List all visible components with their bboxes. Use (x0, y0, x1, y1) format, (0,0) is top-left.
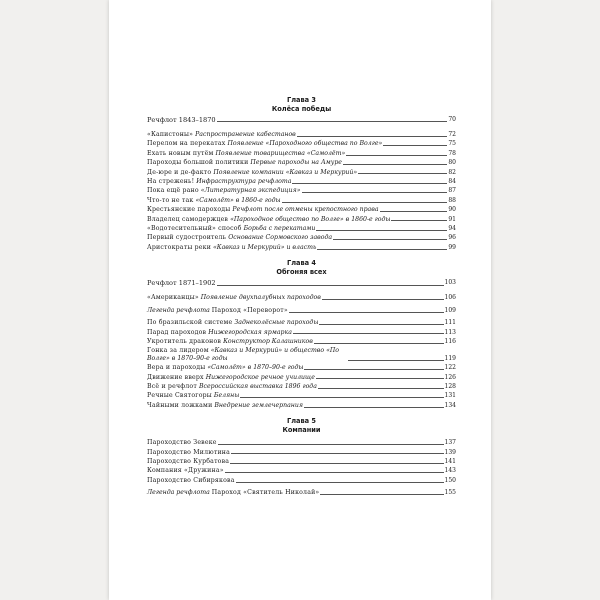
entry-subtitle: Основание Сормовского завода (228, 234, 333, 242)
toc-entry[interactable] (147, 347, 456, 362)
dot-leader (218, 444, 444, 445)
entry-subtitle: Появление «Пароходного общества по Волге» (227, 140, 383, 148)
toc-entry[interactable] (147, 449, 456, 456)
page-number: 103 (444, 279, 456, 287)
section-title: Речфлот 1843–1870 (147, 116, 216, 124)
toc-entry[interactable] (147, 374, 456, 381)
page-number: 113 (444, 328, 456, 336)
dot-leader (320, 494, 443, 495)
entry-title: Компания «Дружина» (147, 467, 224, 475)
page-number: 70 (448, 116, 456, 123)
toc-entry[interactable] (147, 206, 456, 213)
entry-subtitle: Нижегородская ярмарка (208, 328, 292, 336)
toc-entry[interactable] (147, 319, 456, 326)
page-number: 78 (448, 149, 456, 157)
entry-title: Аристократы реки (147, 243, 212, 251)
entry-title: Крестьянские пароходы (147, 206, 231, 214)
entry-title: Ехать новым путём (147, 149, 214, 157)
dot-leader (302, 192, 448, 193)
entry-title: Де-юре и де-факто (147, 168, 212, 176)
page-number: 126 (444, 373, 456, 381)
dot-leader (316, 378, 444, 379)
dot-leader (383, 145, 447, 146)
toc-entry[interactable] (147, 234, 456, 241)
entry-title: Владелец самодержцев (147, 215, 229, 223)
dot-leader (297, 136, 448, 137)
entry-subtitle: Инфраструктура речфлота (196, 178, 292, 186)
page-number: 119 (444, 354, 456, 362)
toc-entry[interactable] (147, 187, 456, 194)
entry-title: Речные Святогоры (147, 392, 212, 400)
toc-entry[interactable] (147, 329, 456, 336)
dot-leader (231, 453, 444, 454)
entry-subtitle: Внедрение землечерпания (214, 401, 303, 409)
toc-entry[interactable] (147, 307, 456, 314)
dot-leader (289, 312, 444, 313)
entry-title: Пароходство Сибирякова (147, 476, 235, 484)
dot-leader (319, 324, 443, 325)
entry-subtitle: Борьба с перекатами (243, 225, 316, 233)
entry-subtitle: Беляны (213, 392, 240, 400)
toc-entry[interactable] (147, 477, 456, 484)
entry-subtitle: Всероссийская выставка 1896 года (198, 382, 317, 390)
page-number: 155 (444, 489, 456, 497)
page-number: 139 (444, 448, 456, 456)
dot-leader (282, 202, 448, 203)
dot-leader (318, 388, 444, 389)
page-number: 106 (444, 294, 456, 302)
toc-entry[interactable] (147, 244, 456, 251)
dot-leader (346, 155, 447, 156)
dot-leader (304, 369, 443, 370)
entry-title: Пока ещё рано (147, 187, 199, 195)
page-number: 75 (448, 140, 456, 148)
toc-entry[interactable] (147, 458, 456, 465)
entry-title: Гонка за лидером (147, 347, 209, 355)
entry-title: Первый судостроитель (147, 234, 227, 242)
page-number: 134 (444, 401, 456, 409)
page-number: 111 (444, 319, 456, 327)
page-number: 109 (444, 306, 456, 314)
toc-entry[interactable] (147, 383, 456, 390)
page-number: 84 (448, 178, 456, 186)
entry-subtitle: Заднеколёсные пароходы (234, 319, 319, 327)
entry-subtitle: «Литературная экспедиция» (200, 187, 301, 195)
page-number: 137 (444, 439, 456, 447)
entry-title: Пароход «Святитель Николай» (211, 489, 320, 497)
entry-subtitle: «Самолёт» в 1860-е годы (195, 196, 281, 204)
chapter-3 (147, 96, 456, 251)
entry-subtitle: Конструктор Калашников (223, 337, 313, 345)
entry-title: Пароходство Курбатова (147, 457, 230, 465)
entry-title: Пароход «Переворот» (211, 306, 288, 314)
dot-leader (322, 299, 444, 300)
entry-subtitle: Распространение кабестанов (195, 131, 296, 138)
dot-leader (304, 407, 444, 408)
entry-subtitle: Легенда речфлота (147, 489, 210, 497)
dot-leader (380, 211, 448, 212)
entry-title: Чайными ложками (147, 401, 213, 409)
entry-title: «Американцы» (147, 294, 199, 302)
toc-entry[interactable] (147, 225, 456, 232)
dot-leader (292, 183, 447, 184)
entry-title: Что-то не так (147, 196, 194, 204)
page-number: 88 (448, 196, 456, 204)
page-number: 91 (448, 215, 456, 223)
page-number: 94 (448, 225, 456, 233)
entry-subtitle: Первые пароходы на Амуре (250, 159, 342, 167)
entry-subtitle: Появление компании «Кавказ и Меркурий» (213, 168, 358, 176)
page-number: 141 (444, 457, 456, 465)
section-title: Речфлот 1871–1902 (147, 279, 216, 288)
entry-title: Пароходство Зевеке (147, 439, 217, 447)
dot-leader (348, 360, 444, 361)
toc-entry[interactable] (147, 140, 456, 147)
dot-leader (240, 397, 443, 398)
entry-subtitle: Появление товарищества «Самолёт» (215, 149, 346, 157)
chapter-label: Глава 4 (287, 259, 316, 268)
page-number: 80 (448, 159, 456, 167)
toc (147, 96, 456, 505)
entry-title: Перелом на перекатах (147, 140, 226, 148)
toc-section[interactable] (147, 279, 456, 287)
entry-subtitle: «Кавказ и Меркурий» и общество «По Волге» в 1870–90-е годы (147, 347, 340, 362)
toc-entry[interactable] (147, 467, 456, 474)
page-number: 143 (444, 467, 456, 475)
entry-title: Пароходы большой политики (147, 159, 249, 167)
dot-leader (316, 230, 447, 231)
toc-entry[interactable] (147, 364, 456, 371)
entry-title: Укротитель драконов (147, 337, 222, 345)
entry-subtitle: «Пароходное общество по Волге» в 1860-е годы (230, 215, 391, 223)
entry-subtitle: Легенда речфлота (147, 306, 210, 314)
chapter-title: Колёса победы (271, 104, 332, 113)
chapter-title: Обгоняя всех (276, 267, 327, 276)
dot-leader (217, 285, 444, 286)
toc-entry[interactable] (147, 131, 456, 138)
toc-entry[interactable] (147, 197, 456, 204)
dot-leader (317, 249, 447, 250)
page-number: 122 (444, 364, 456, 372)
chapter-label: Глава 5 (287, 417, 316, 426)
chapter-label: Глава 3 (287, 96, 316, 104)
toc-entry[interactable] (147, 439, 456, 446)
dot-leader (391, 220, 447, 221)
toc-entry[interactable] (147, 392, 456, 399)
dot-leader (217, 121, 448, 122)
entry-title: Парад пароходов (147, 328, 207, 336)
toc-section[interactable] (147, 116, 456, 124)
chapter-title: Компании (282, 425, 321, 434)
chapter-4 (147, 259, 456, 409)
entry-subtitle: «Кавказ и Меркурий» и власть (213, 243, 317, 251)
toc-entry[interactable] (147, 159, 456, 166)
toc-entry[interactable] (147, 338, 456, 345)
page-number: 87 (448, 187, 456, 195)
toc-entry[interactable] (147, 150, 456, 157)
entry-subtitle: Нижегородское речное училище (205, 373, 315, 381)
page-number: 131 (444, 392, 456, 400)
dot-leader (236, 482, 444, 483)
toc-entry[interactable] (147, 489, 456, 496)
page-number: 82 (448, 168, 456, 176)
dot-leader (230, 463, 443, 464)
toc-entry[interactable] (147, 294, 456, 301)
entry-title: Движение вверх (147, 373, 204, 381)
entry-subtitle: Речфлот после отмены крепостного права (232, 206, 379, 214)
page-number: 150 (444, 476, 456, 484)
toc-entry[interactable] (147, 178, 456, 185)
dot-leader (225, 472, 444, 473)
book-page (109, 0, 491, 600)
chapter-5 (147, 417, 456, 496)
page-number: 72 (448, 131, 456, 138)
page-number: 90 (448, 206, 456, 214)
dot-leader (333, 239, 447, 240)
toc-entry[interactable] (147, 402, 456, 409)
entry-title: «Капистоны» (147, 131, 194, 138)
entry-title: Пароходство Милютина (147, 448, 230, 456)
toc-entry[interactable] (147, 216, 456, 223)
entry-title: На стрежень! (147, 178, 195, 186)
page-number: 96 (448, 234, 456, 242)
dot-leader (314, 343, 444, 344)
entry-title: Всё и речфлот (147, 382, 197, 390)
entry-title: Вера и пароходы (147, 364, 206, 372)
dot-leader (293, 333, 444, 334)
entry-title: По бразильской системе (147, 319, 233, 327)
page-number: 116 (444, 337, 456, 345)
dot-leader (358, 173, 447, 174)
toc-entry[interactable] (147, 169, 456, 176)
entry-subtitle: «Самолёт» в 1870–90-е годы (207, 364, 304, 372)
entry-subtitle: Появление двухпалубных пароходов (200, 294, 321, 302)
page-number: 99 (448, 243, 456, 251)
dot-leader (343, 164, 447, 165)
entry-title: «Водотесительный» способ (147, 225, 242, 233)
page-number: 128 (444, 382, 456, 390)
